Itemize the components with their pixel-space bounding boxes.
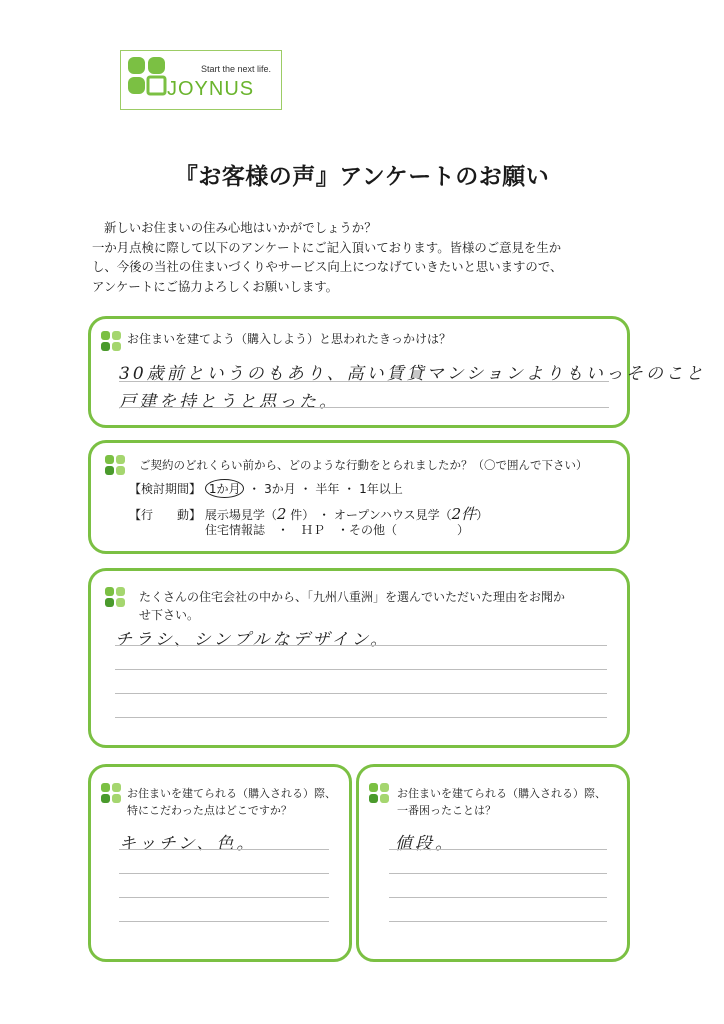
answer-line [115, 669, 607, 670]
question-4-line-1: お住まいを建てられる（購入される）際、 [127, 787, 336, 800]
intro-line: 新しいお住まいの住み心地はいかがでしょうか？ [104, 220, 377, 235]
question-2: ご契約のどれくらい前から、どのような行動をとられましたか？（〇で囲んで下さい） [139, 458, 588, 472]
question-3-line-1: たくさんの住宅会社の中から、「九州八重洲」を選んでいただいた理由をお聞か [139, 590, 566, 604]
openhouse-label: オープンハウス見学（ [333, 508, 452, 522]
question-1: お住まいを建てよう（購入しよう）と思われたきっかけは？ [127, 332, 452, 346]
clover-icon [105, 587, 125, 607]
question-box-3 [88, 568, 630, 748]
question-box-1 [88, 316, 706, 428]
clover-icon [369, 783, 389, 803]
intro-text [92, 218, 652, 296]
intro-line: し、今後の当社の住まいづくりやサービス向上につなげていきたいと思いますので、 [92, 259, 563, 274]
openhouse-close: ） [476, 508, 489, 522]
period-option: 1年以上 [359, 482, 403, 496]
action-label: 【行 動】 [129, 508, 202, 522]
answer-line [119, 921, 329, 922]
answer-line [389, 873, 607, 874]
exhibition-unit: 件） [290, 508, 315, 522]
period-option: 3か月 [264, 482, 296, 496]
answer-line [119, 897, 329, 898]
openhouse-count: 2件 [451, 505, 477, 523]
clover-icon [105, 455, 125, 475]
exhibition-label: 展示場見学（ [204, 508, 277, 522]
intro-line: 一か月点検に際して以下のアンケートにご記入頂いております。皆様のご意見を生か [92, 239, 562, 255]
question-3-line-2: せ下さい。 [139, 608, 200, 622]
answer-line [389, 849, 607, 850]
answer-line [389, 921, 607, 922]
period-option-selected: 1か月 [205, 479, 245, 498]
clover-icon [101, 783, 121, 803]
period-option: 半年 [315, 482, 340, 496]
clover-icon [101, 331, 121, 351]
logo-brand: JOYNUS [167, 78, 255, 100]
action-row: 【行 動】 展示場見学（2 件） ・ オープンハウス見学（2件） [129, 505, 489, 523]
answer-line [115, 717, 607, 718]
answer-1-line-1: 30歳前というのもあり、高い賃貸マンションよりもいっそのこと [119, 364, 706, 384]
question-box-2 [88, 440, 630, 554]
answer-line [119, 873, 329, 874]
other-sources-row: 住宅情報誌 ・ ＨＰ ・その他（ ） [205, 523, 470, 537]
page-title: 『お客様の声』アンケートのお願い [174, 164, 550, 190]
answer-line [115, 693, 607, 694]
answer-line [115, 645, 607, 646]
answer-5: 値段。 [395, 834, 455, 854]
joynus-logo [120, 50, 282, 110]
answer-line [389, 897, 607, 898]
question-box-4 [88, 764, 352, 962]
answer-3: チラシ、シンプルなデザイン。 [115, 630, 390, 650]
answer-1-line-2: 戸建を持とうと思った。 [119, 392, 339, 412]
logo-tagline: Start the next life. [201, 64, 272, 74]
answer-line [119, 407, 609, 408]
exhibition-count: 2 [276, 505, 287, 523]
question-5-line-1: お住まいを建てられる（購入される）際、 [397, 787, 606, 800]
period-row: 【検討期間】 1か月 ・ 3か月 ・ 半年 ・ 1年以上 [129, 479, 403, 498]
period-label: 【検討期間】 [129, 482, 202, 496]
question-5-line-2: 一番困ったことは？ [397, 804, 496, 817]
answer-4: キッチン、色。 [119, 834, 257, 854]
intro-line: アンケートにご協力よろしくお願いします。 [92, 278, 339, 294]
answer-line [119, 849, 329, 850]
question-box-5 [356, 764, 630, 962]
question-4-line-2: 特にこだわった点はどこですか？ [127, 804, 292, 817]
answer-line [119, 381, 609, 382]
clover-logo-icon [127, 55, 167, 105]
